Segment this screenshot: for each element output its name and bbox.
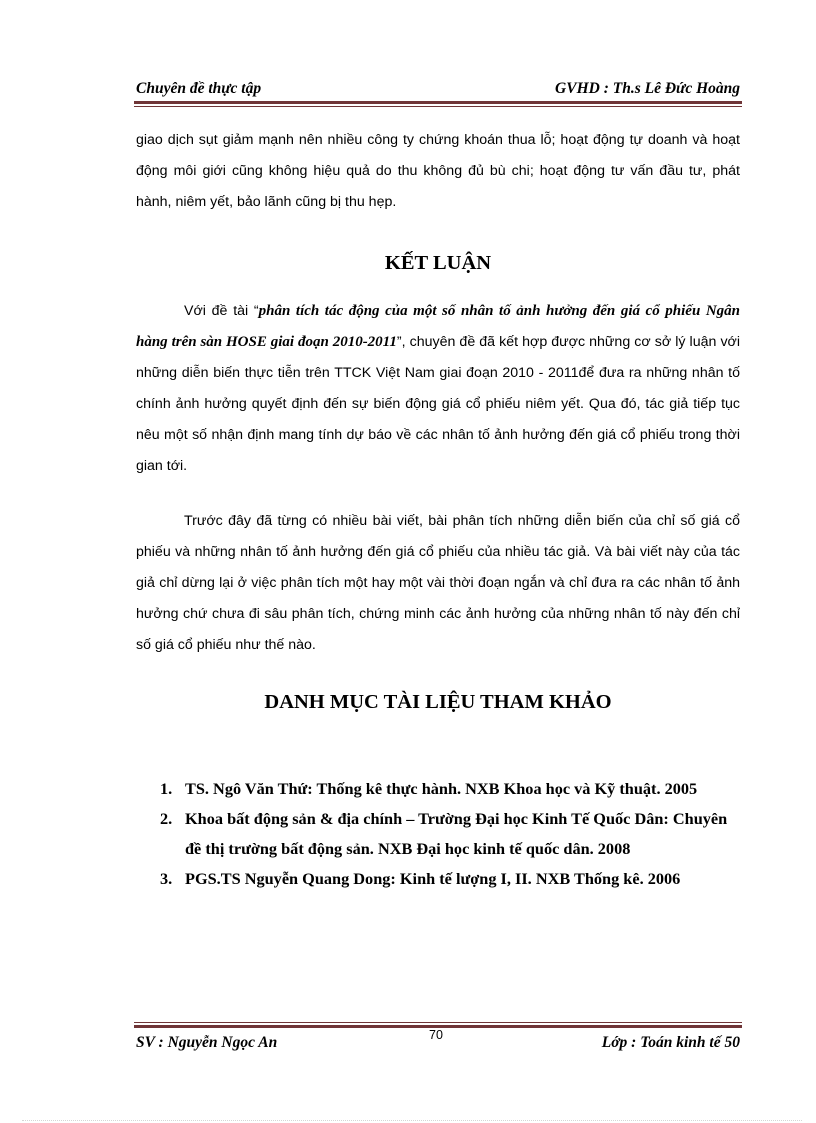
page-number: 70 [429,1028,443,1042]
references-list [160,774,740,894]
reference-number: 3. [160,869,173,888]
thesis-title: phân tích tác động của một số nhân tố ảnh hưởng đến giá cổ phiếu Ngân hàng trên sàn HOSE giai đoạn 2010-2011 [136,303,741,350]
footer-class: Lớp : Toán kinh tế 50 [601,1034,740,1051]
reference-item [160,774,740,804]
header-supervisor: GVHD : Th.s Lê Đức Hoàng [555,80,740,97]
reference-text: Khoa bất động sản & địa chính – Trường Đại học Kinh Tế Quốc Dân: Chuyên đề thị trường bất động sản. NXB Đại học kinh tế quốc dân. 2008 [185,809,728,858]
conclusion-p1-lead: Với đề tài “ [184,303,259,319]
header-rule [134,101,742,107]
conclusion-paragraph-2: Trước đây đã từng có nhiều bài viết, bài phân tích những diễn biến của chỉ số giá cổ phiếu và những nhân tố ảnh hưởng đến giá cổ phiếu của nhiều tác giả. Và bài viết này của tác giả chỉ dừng lại ở việc phân tích một hay một vài thời đoạn ngắn và chỉ đưa ra các nhân tố ảnh hưởng chứ chưa đi sâu phân tích, chứng minh các ảnh hưởng của những nhân tố này đến chỉ số giá cổ phiếu như thế nào. [136,513,740,653]
reference-item [160,804,740,864]
references-heading: DANH MỤC TÀI LIỆU THAM KHẢO [264,691,612,713]
conclusion-heading: KẾT LUẬN [384,252,492,274]
reference-number: 1. [160,779,173,798]
footer-rule-thin [134,1022,742,1023]
header-rule-thick [134,101,742,104]
reference-number: 2. [160,809,173,828]
intro-paragraph: giao dịch sụt giảm mạnh nên nhiều công ty chứng khoán thua lỗ; hoạt động tự doanh và hoạt động môi giới cũng không hiệu quả do thu không đủ bù chi; hoạt động tư vấn đầu tư, phát hành, niêm yết, bảo lãnh cũng bị thu hẹp. [136,132,740,210]
conclusion-p1-rest: ”, chuyên đề đã kết hợp được những cơ sở lý luận với những diễn biến thực tiễn trên TTCK Việt Nam giai đoạn 2010 - 2011để đưa ra những nhân tố chính ảnh hưởng quyết định đến sự biến động giá cổ phiếu niêm yết. Qua đó, tác giả tiếp tục nêu một số nhận định mang tính dự báo về các nhân tố ảnh hưởng đến giá cổ phiếu trong thời gian tới. [136,334,740,474]
reference-item [160,864,740,894]
conclusion-paragraph-1 [136,296,740,482]
page-bottom-divider [22,1120,802,1121]
reference-text: TS. Ngô Văn Thứ: Thống kê thực hành. NXB Khoa học và Kỹ thuật. 2005 [185,779,698,798]
header-subject: Chuyên đề thực tập [136,80,262,97]
header-rule-thin [134,106,742,107]
footer-student: SV : Nguyễn Ngọc An [136,1034,278,1051]
reference-text: PGS.TS Nguyễn Quang Dong: Kinh tế lượng I, II. NXB Thống kê. 2006 [185,869,681,888]
